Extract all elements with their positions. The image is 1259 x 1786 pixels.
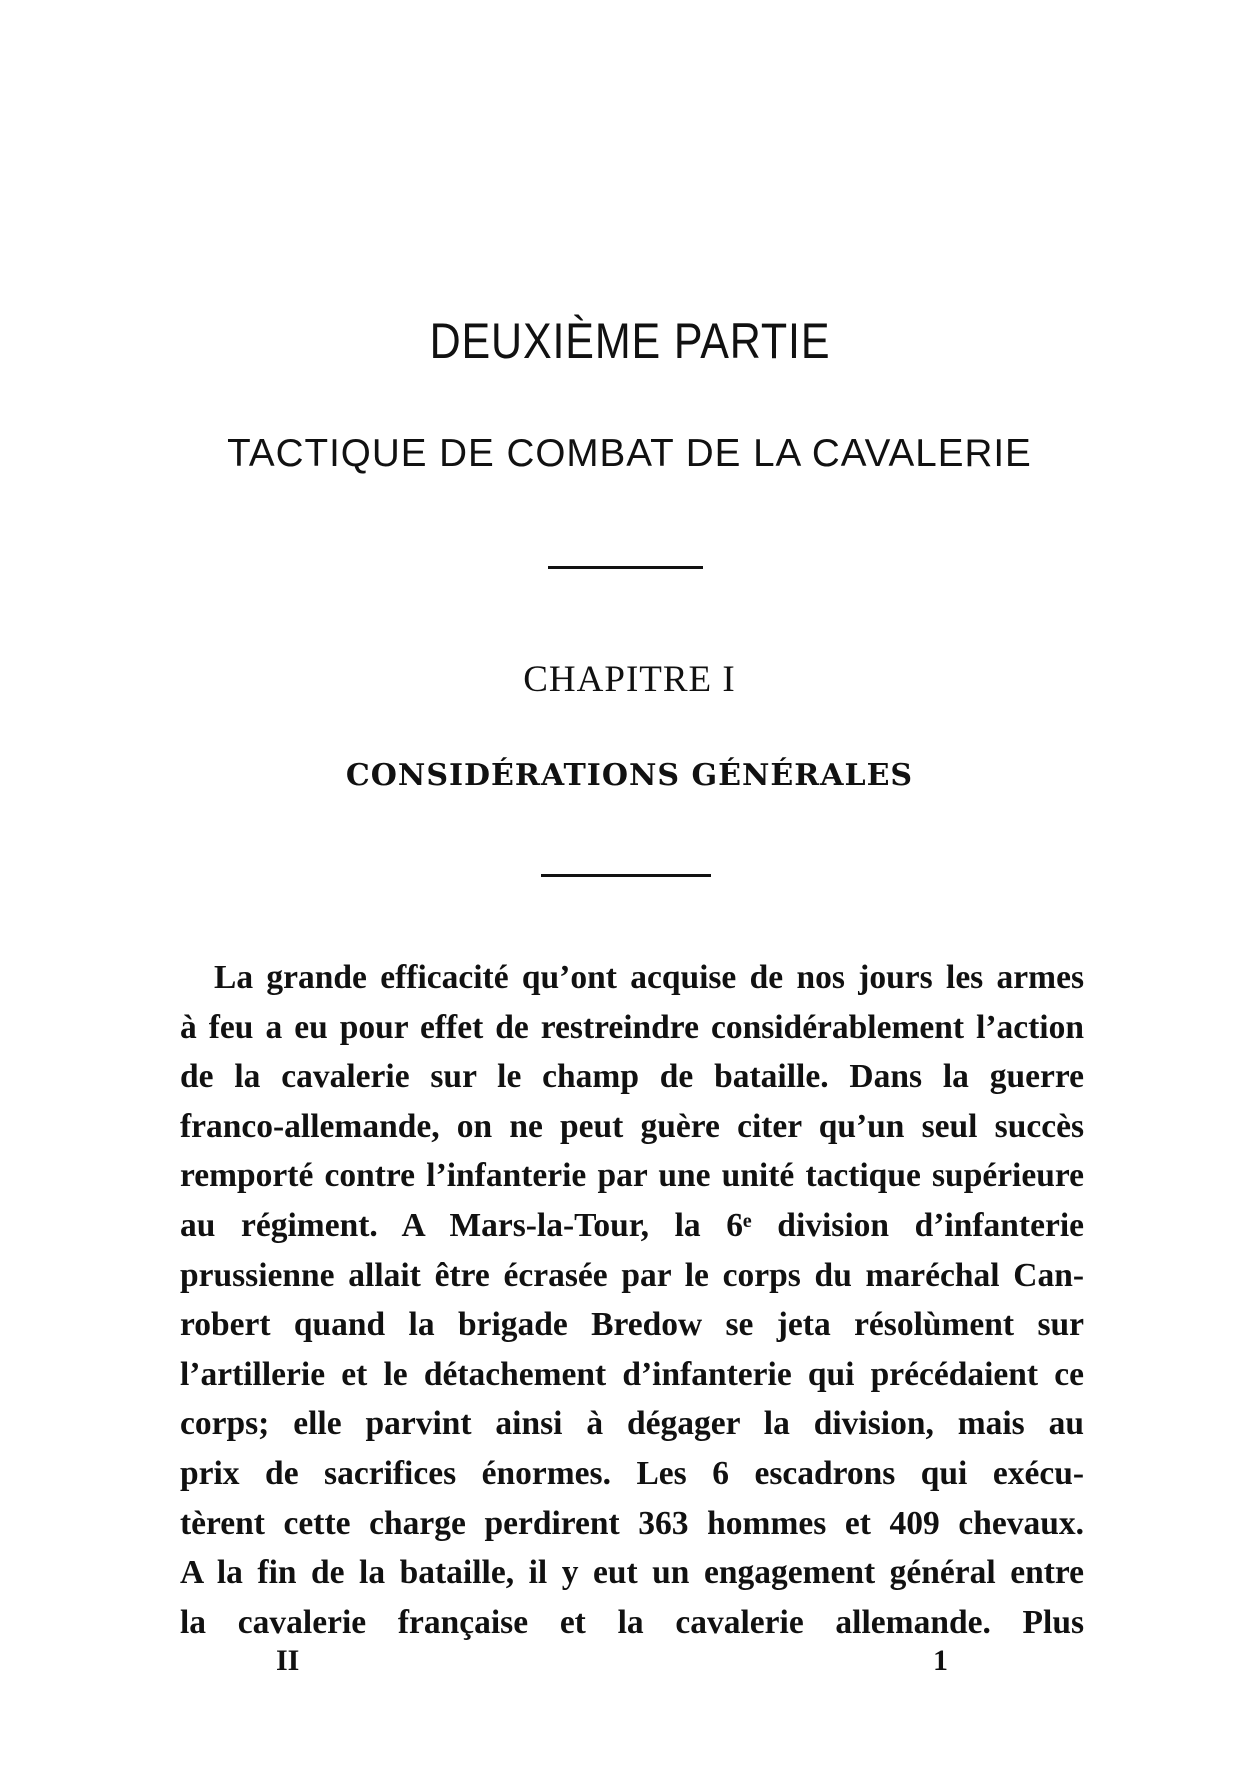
text-line: La grande efficacité qu’ont acquise de nos jours les armes — [214, 959, 1084, 996]
text-line: l’artillerie et le détachement d’infanterie qui précédaient ce — [180, 1355, 1084, 1393]
text-line: tèrent cette charge perdirent 363 hommes et 409 chevaux. — [180, 1504, 1084, 1542]
body-paragraph — [180, 953, 1084, 1647]
text-line: de la cavalerie sur le champ de bataille. Dans la guerre — [180, 1058, 1084, 1096]
part-title: DEUXIÈME PARTIE — [429, 313, 831, 369]
text-line: à feu a eu pour effet de restreindre considérablement l’action — [180, 1008, 1084, 1046]
text-line: franco-allemande, on ne peut guère citer qu’un seul succès — [180, 1107, 1084, 1145]
section-divider-top — [548, 566, 703, 569]
chapter-title: CHAPITRE I — [523, 659, 736, 700]
text-line: la cavalerie française et la cavalerie allemande. Plus — [180, 1603, 1084, 1641]
text-line: prussienne allait être écrasée par le corps du maréchal Can- — [180, 1256, 1084, 1294]
text-line: corps; elle parvint ainsi à dégager la division, mais au — [180, 1405, 1084, 1443]
page-number: 1 — [933, 1644, 948, 1677]
text-line: remporté contre l’infanterie par une unité tactique supérieure — [180, 1157, 1084, 1195]
section-divider-bottom — [541, 874, 711, 877]
signature-mark: II — [276, 1644, 300, 1677]
text-line: robert quand la brigade Bredow se jeta résolùment sur — [180, 1306, 1084, 1344]
text-line: au régiment. A Mars-la-Tour, la 6ᵉ division d’infanterie — [180, 1206, 1084, 1244]
part-subtitle: TACTIQUE DE COMBAT DE LA CAVALERIE — [227, 432, 1032, 475]
chapter-subtitle: CONSIDÉRATIONS GÉNÉRALES — [345, 758, 914, 793]
text-line: A la fin de la bataille, il y eut un engagement général entre — [180, 1554, 1084, 1592]
text-line: prix de sacrifices énormes. Les 6 escadrons qui exécu- — [180, 1454, 1084, 1492]
